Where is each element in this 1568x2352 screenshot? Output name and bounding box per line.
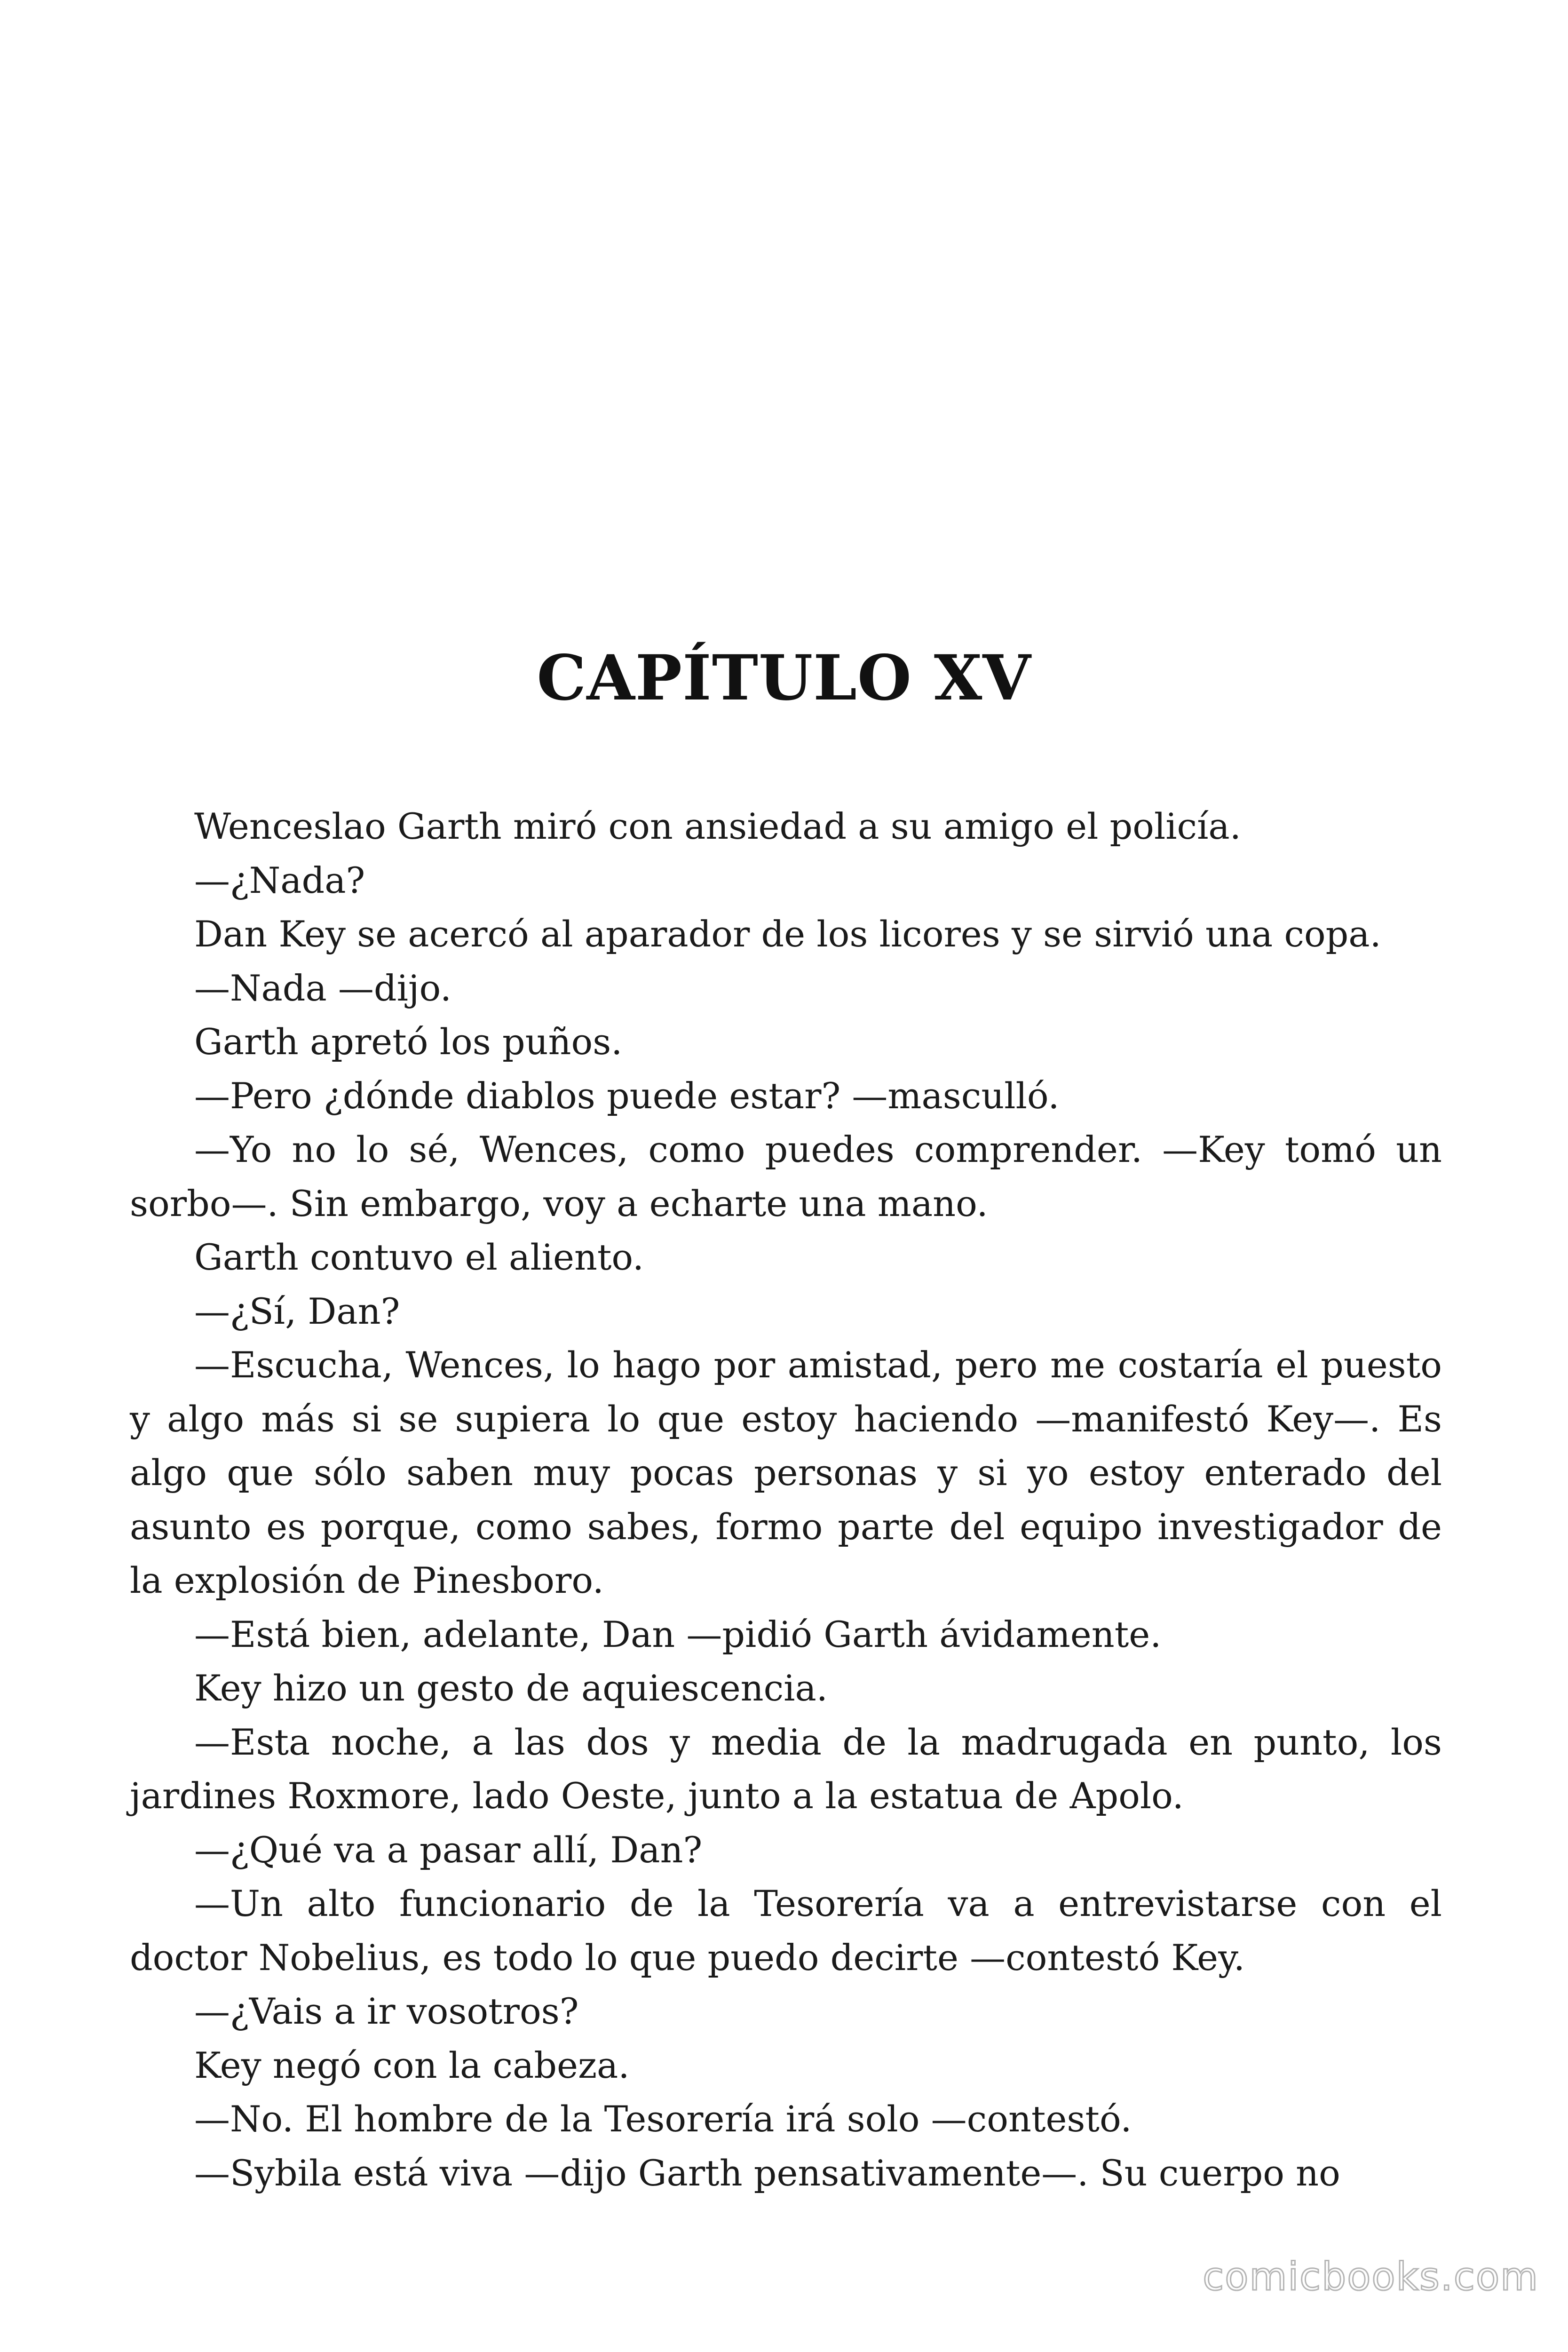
chapter-body bbox=[130, 800, 1442, 2200]
paragraph: Key negó con la cabeza. bbox=[194, 2044, 630, 2086]
paragraph: Key hizo un gesto de aquiescencia. bbox=[194, 1667, 828, 1709]
paragraph: —Esta noche, a las dos y media de la madrugada en punto, los jardines Roxmore, lado Oeste, junto a la estatua de Apolo. bbox=[130, 1721, 1442, 1817]
paragraph: —Está bien, adelante, Dan —pidió Garth ávidamente. bbox=[194, 1613, 1162, 1655]
paragraph: —Yo no lo sé, Wences, como puedes comprender. —Key tomó un sorbo—. Sin embargo, voy a echarte una mano. bbox=[130, 1128, 1442, 1224]
paragraph: —¿Qué va a pasar allí, Dan? bbox=[194, 1828, 703, 1871]
paragraph: —Sybila está viva —dijo Garth pensativamente—. Su cuerpo no bbox=[194, 2152, 1340, 2194]
watermark: comicbooks.com bbox=[1203, 2255, 1539, 2299]
chapter-title: CAPÍTULO XV bbox=[537, 642, 1031, 715]
paragraph: —Un alto funcionario de la Tesorería va a entrevistarse con el doctor Nobelius, es todo lo que puedo decirte —contestó Key. bbox=[130, 1883, 1442, 1979]
paragraph: —¿Nada? bbox=[194, 859, 365, 901]
paragraph: —¿Vais a ir vosotros? bbox=[194, 1990, 579, 2032]
paragraph: —No. El hombre de la Tesorería irá solo —contestó. bbox=[194, 2098, 1132, 2140]
paragraph: —Pero ¿dónde diablos puede estar? —masculló. bbox=[194, 1074, 1060, 1117]
paragraph: —¿Sí, Dan? bbox=[194, 1290, 400, 1332]
paragraph: Dan Key se acercó al aparador de los licores y se sirvió una copa. bbox=[194, 913, 1381, 955]
paragraph: —Escucha, Wences, lo hago por amistad, pero me costaría el puesto y algo más si se supiera lo que estoy haciendo —manifestó Key—. Es algo que sólo saben muy pocas personas y si yo estoy enterado del asunto es porque, como sabes, formo parte del equipo investigador de la explosión de Pinesboro. bbox=[130, 1344, 1442, 1601]
paragraph: Wenceslao Garth miró con ansiedad a su amigo el policía. bbox=[194, 805, 1241, 847]
paragraph: Garth contuvo el aliento. bbox=[194, 1236, 644, 1278]
paragraph: —Nada —dijo. bbox=[194, 967, 452, 1009]
paragraph: Garth apretó los puños. bbox=[194, 1021, 623, 1063]
